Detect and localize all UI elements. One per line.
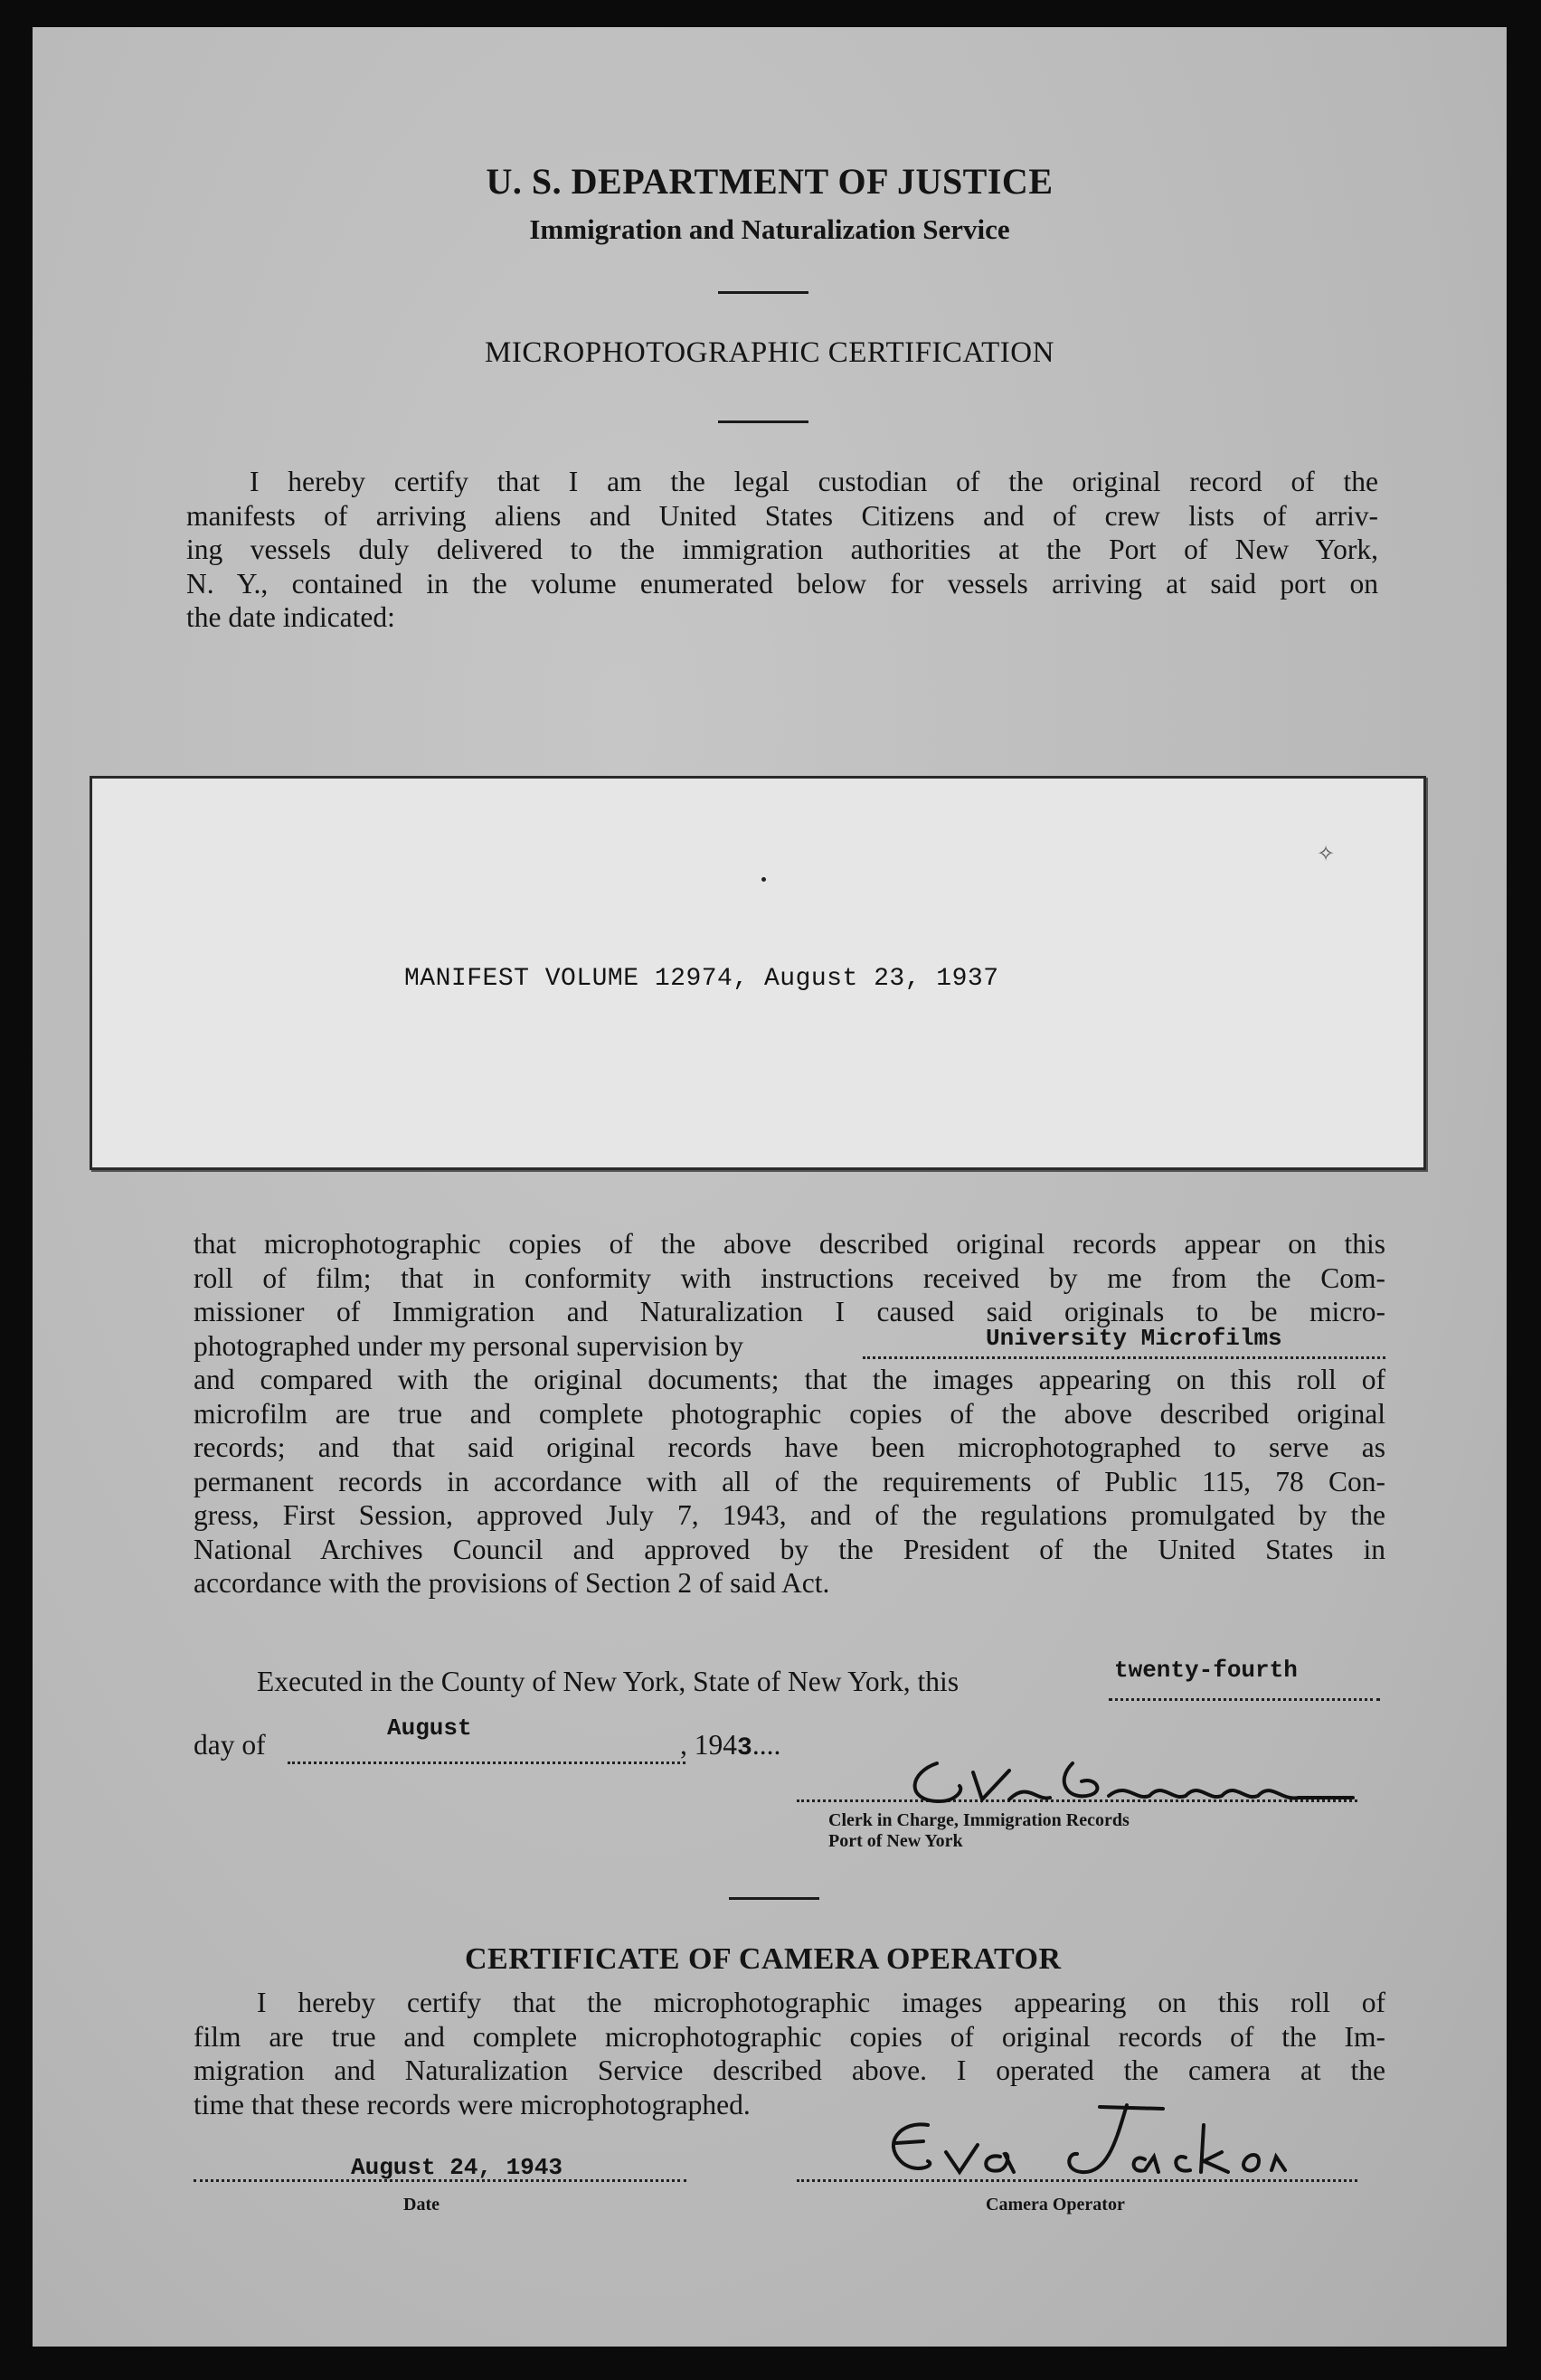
execution-day: twenty-fourth — [1114, 1657, 1298, 1684]
year-prefix: , 194 — [680, 1729, 737, 1761]
year-suffix: .... — [752, 1729, 781, 1761]
text-line: roll of film; that in conformity with instructions received by me from the Com- — [194, 1261, 1385, 1294]
supervision-line — [194, 1324, 1385, 1364]
text-line: I hereby certify that I am the legal custodian of the original record of the — [250, 466, 1378, 497]
execution-year — [680, 1729, 780, 1762]
text-line: National Archives Council and approved by the President of the United States in — [194, 1533, 1385, 1565]
text-line: that microphotographic copies of the above described original records appear on this — [194, 1228, 1385, 1260]
manifest-volume-text: MANIFEST VOLUME 12974, August 23, 1937 — [404, 965, 999, 993]
dotted-leader — [288, 1761, 685, 1764]
text-line: N. Y., contained in the volume enumerated below for vessels arriving at said port on — [186, 567, 1378, 600]
text-line: missioner of Immigration and Naturalization I caused said originals to be micro- — [194, 1296, 1385, 1327]
executed-text: Executed in the County of New York, State of New York, this — [257, 1666, 960, 1697]
text-line: manifests of arriving aliens and United States Citizens and of crew lists of arriv- — [186, 499, 1378, 532]
text-line: migration and Naturalization Service described above. I operated the camera at the — [194, 2054, 1385, 2086]
dotted-leader — [863, 1356, 1385, 1359]
operator-signature — [874, 2089, 1290, 2188]
dot-mark — [761, 877, 766, 882]
intro-paragraph — [186, 465, 1378, 635]
camera-certificate-title: CERTIFICATE OF CAMERA OPERATOR — [465, 1942, 1062, 1976]
text-line: accordance with the provisions of Section 2 of said Act. — [194, 1567, 830, 1599]
signer-location: Port of New York — [828, 1831, 963, 1851]
date-label: Date — [403, 2195, 440, 2215]
text-line: the date indicated: — [186, 601, 395, 633]
certificate-date: August 24, 1943 — [351, 2154, 563, 2181]
certificate-sheet — [33, 27, 1507, 2347]
divider — [718, 420, 808, 423]
clerk-signature — [901, 1745, 1371, 1818]
text-line: records; and that said original records have been microphotographed to serve as — [194, 1431, 1385, 1463]
divider — [729, 1897, 819, 1900]
text-line: and compared with the original documents; that the images appearing on this roll of — [194, 1364, 1385, 1395]
operator-label: Camera Operator — [986, 2195, 1125, 2215]
text-line: permanent records in accordance with all of the requirements of Public 115, 78 Con- — [194, 1465, 1385, 1497]
divider — [718, 291, 808, 294]
day-of-label: day of — [194, 1729, 266, 1761]
year-digit: 3 — [737, 1734, 752, 1762]
execution-month: August — [387, 1714, 472, 1742]
text-line: gress, First Session, approved July 7, 1943, and of the regulations promulgated by the — [194, 1499, 1385, 1531]
text-line: time that these records were microphotographed. — [194, 2088, 751, 2120]
text-line: microfilm are true and complete photographic copies of the above described original — [194, 1397, 1385, 1430]
page-title: MICROPHOTOGRAPHIC CERTIFICATION — [485, 336, 1054, 369]
body-paragraph — [194, 1227, 1385, 1601]
text-line: film are true and complete microphotographic copies of original records of the Im- — [194, 2020, 1385, 2053]
mark-icon: ✧ — [1317, 843, 1336, 866]
text-line: photographed under my personal supervision by — [194, 1329, 744, 1362]
department-heading: U. S. DEPARTMENT OF JUSTICE — [486, 161, 1054, 202]
signer-title: Clerk in Charge, Immigration Records — [828, 1810, 1130, 1830]
dotted-leader — [1109, 1698, 1380, 1701]
service-subheading: Immigration and Naturalization Service — [529, 213, 1010, 245]
text-line: I hereby certify that the microphotographic images appearing on this roll of — [257, 1987, 1385, 2018]
text-line: ing vessels duly delivered to the immigration authorities at the Port of New York, — [186, 534, 1378, 565]
microfilm-company: University Microfilms — [986, 1324, 1282, 1352]
